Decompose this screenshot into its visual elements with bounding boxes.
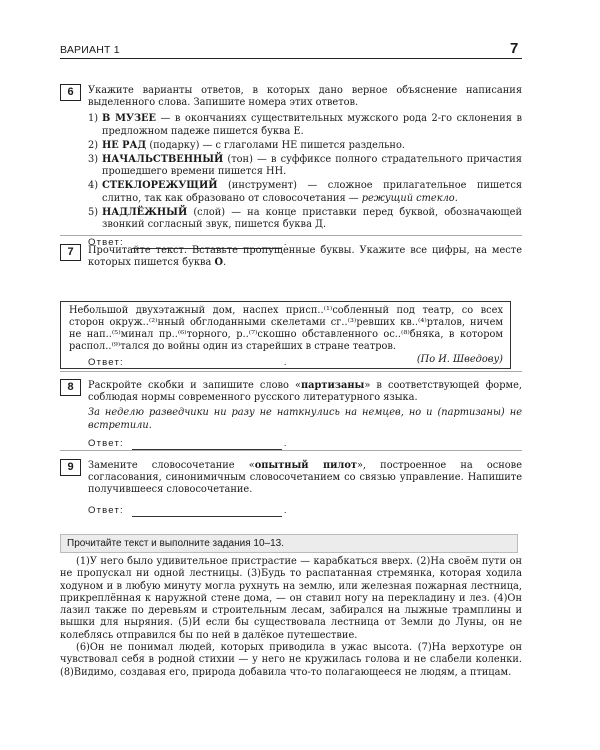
task-6-options <box>88 113 522 231</box>
task-7-answer-label: Ответ: <box>88 357 124 368</box>
task-9-number-box: 9 <box>60 459 81 476</box>
task-9-answer-label: Ответ: <box>88 504 124 516</box>
task-6-option-5: 5) НАДЛЁЖНЫЙ (слой) — на конце приставки перед буквой, обозначающей звонкий согласный звук, пишется буква Д. <box>88 206 522 231</box>
task-7-answer-field[interactable] <box>132 358 282 369</box>
task-6-option-2: 2) НЕ РАД (подарку) — с глаголами НЕ пишется раздельно. <box>88 139 405 151</box>
reading-paragraph-2: (6)Он не понимал людей, которых приводила в ужас высота. (7)На верхотуре он чувствовал себя в родной стихии — у него не кружилась голова и не слабели коленки. (8)Видимо, создавая его, природа добавила что-то полагающееся не людям, а птицам. <box>60 642 522 678</box>
task-6-option-4: 4) СТЕКЛОРЕЖУЩИЙ (инструмент) — сложное прилагательное пишется слитно, так как образовано от словосочетания — режущий стекло. <box>88 180 522 204</box>
reading-paragraph-1: (1)У него было удивительное пристрастие — карабкаться вверх. (2)На своём пути он не пропускал ни одной лестницы. (3)Будь то распатанная стремянка, которая ходила ходуном и в любую минуту могла рухнуть на землю, или железная пожарная лестница, прикреплённая к наружной стене дома, — он ставил ногу на перекладину и лез. (4)Он лазил также по деревьям и строительным лесам, забирался на лыжные трамплины и вышки для ныряния. (5)И если бы существовала лестница от Земли до Луны, он не колеблясь отправился бы по ней в далёкое путешествие. <box>60 556 522 641</box>
task-8-answer-label: Ответ: <box>88 437 124 449</box>
separator <box>60 235 522 236</box>
task-6-answer: Ответ: . <box>88 237 288 249</box>
task-7-passage: Небольшой двухэтажный дом, наспех присп..⁽¹⁾собленный под театр, со всех сторон окруж..⁽²⁾нный обглоданными скелетами сг..⁽³⁾ревших кв..⁽⁴⁾рталов, ничем не нап..⁽⁵⁾минал пр..⁽⁶⁾торного, р..⁽⁷⁾скошно обставленного ос..⁽⁸⁾бняка, в котором распол..⁽⁹⁾тался до войны один из старейших в стране театров. <box>69 305 503 352</box>
separator <box>60 450 522 451</box>
task-6-option-1: 1) В МУЗЕЕ — в окончаниях существительных мужского рода 2-го склонения в предложном падеже пишется буква Е. <box>88 113 522 137</box>
task-8-answer: Ответ: . <box>88 437 288 449</box>
task-8-example: За неделю разведчики ни разу не наткнулись на немцев, но и (партизаны) не встретили. <box>88 407 522 431</box>
task-6-prompt: Укажите варианты ответов, в которых дано верное объяснение написания выделенного слова. Запишите номера этих ответов. <box>88 85 522 109</box>
task-8: Раскройте скобки и запишите слово «партизаны» в соответствующей форме, соблюдая нормы современного русского литературного языка. За неделю разведчики ни разу не наткнулись на немцев, но и (партизаны) не встретили. Ответ: . <box>88 380 523 449</box>
task-7-answer-wrap <box>88 351 522 369</box>
task-6-answer-label: Ответ: <box>88 237 124 249</box>
task-9-answer: Ответ: . <box>88 504 288 516</box>
task-7-number-box: 7 <box>60 244 81 261</box>
page-number: 7 <box>510 40 519 57</box>
task-8-answer-field[interactable] <box>132 439 282 450</box>
task-6-number-box: 6 <box>60 84 81 101</box>
task-8-number-box: 8 <box>60 379 81 396</box>
header-rule <box>60 58 522 59</box>
task-6-option-3: 3) НАЧАЛЬСТВЕННЫЙ (тон) — в суффиксе полного страдательного причастия прошедшего времени пишется НН. <box>88 154 522 178</box>
task-9-answer-field[interactable] <box>132 506 282 517</box>
separator <box>60 371 522 372</box>
task-7-prompt: Прочитайте текст. Вставьте пропущенные буквы. Укажите все цифры, на месте которых пишется буква О. <box>88 245 522 269</box>
task-9: Замените словосочетание «опытный пилот», построенное на основе согласования, синонимичным словосочетанием со связью управление. Напишите получившееся словосочетание. Ответ: . <box>88 460 522 516</box>
task-6 <box>88 85 522 249</box>
running-header-variant: ВАРИАНТ 1 <box>60 44 120 56</box>
task-7-answer: Ответ: . <box>88 357 288 368</box>
reading-text <box>60 556 522 679</box>
reading-banner: Прочитайте текст и выполните задания 10–13. <box>60 534 518 553</box>
task-7-author: (По И. Шведову) <box>416 354 503 365</box>
